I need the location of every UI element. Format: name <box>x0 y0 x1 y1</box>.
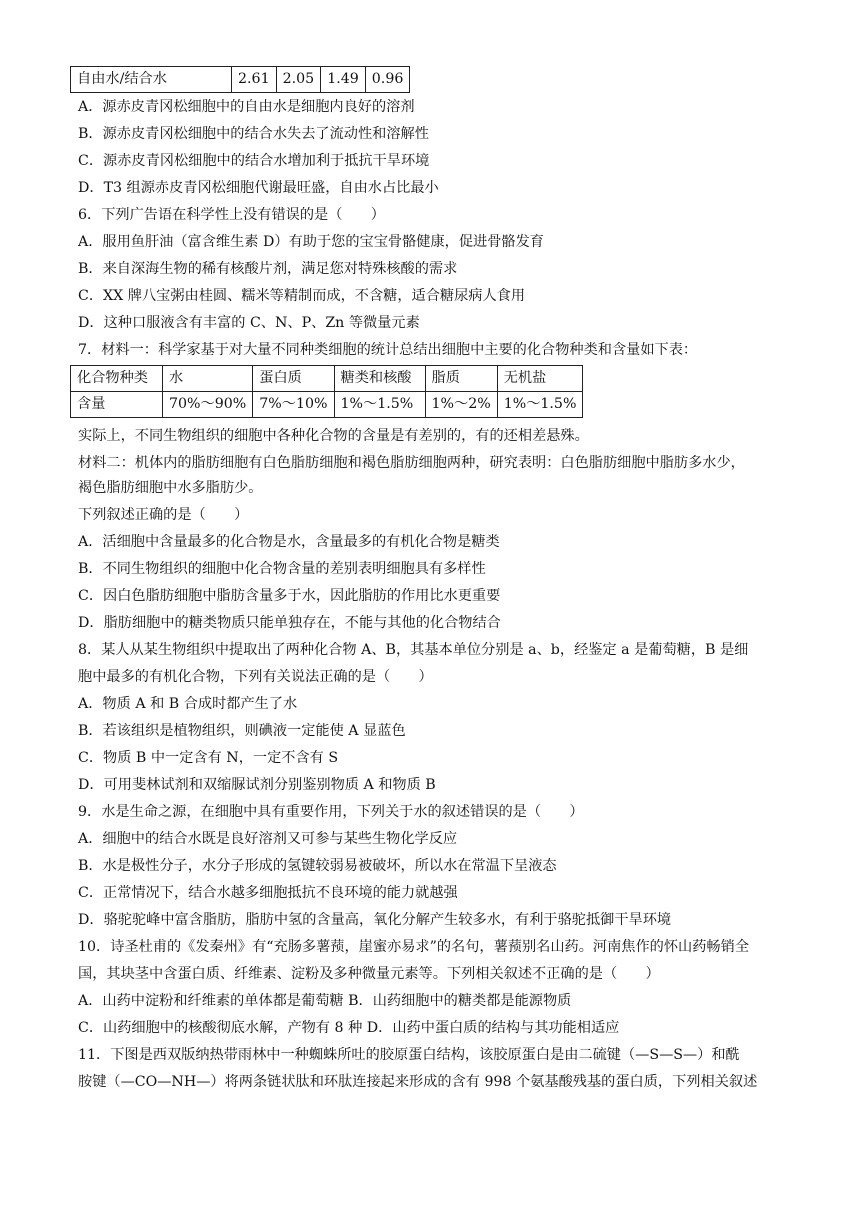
q8-stem-line2: 胞中最多的有机化合物，下列有关说法正确的是（ ） <box>78 669 433 685</box>
compound-content-table <box>70 365 583 418</box>
q9-option-b: B．水是极性分子，水分子形成的氢键较弱易被破坏，所以水在常温下呈液态 <box>78 858 557 874</box>
q7-stem: 7．材料一：科学家基于对大量不同种类细胞的统计总结出细胞中主要的化合物种类和含量如下表： <box>78 342 698 358</box>
table-cell: 7%～10% <box>253 392 334 418</box>
table-header-cell: 水 <box>163 366 253 392</box>
q11-stem-line1: 11．下图是西双版纳热带雨林中一种蜘蛛所吐的胶原蛋白结构，该胶原蛋白是由二硫键（—S—S—）和酰 <box>78 1047 740 1063</box>
table-row <box>71 392 583 418</box>
table-row <box>71 366 583 392</box>
q8-option-c: C．物质 B 中一定含有 N，一定不含有 S <box>78 750 339 766</box>
table-header-cell: 糖类和核酸 <box>334 366 425 392</box>
q9-option-c: C．正常情况下，结合水越多细胞抵抗不良环境的能力就越强 <box>78 885 458 901</box>
q8-option-d: D．可用斐林试剂和双缩脲试剂分别鉴别物质 A 和物质 B <box>78 777 436 793</box>
q9-option-a: A．细胞中的结合水既是良好溶剂又可参与某些生物化学反应 <box>78 831 458 847</box>
q6-option-b: B．来自深海生物的稀有核酸片剂，满足您对特殊核酸的需求 <box>78 261 458 277</box>
table-header-cell: 蛋白质 <box>253 366 334 392</box>
q5-option-d: D．T3 组源赤皮青冈松细胞代谢最旺盛，自由水占比最小 <box>78 180 439 196</box>
q7-material-one-note: 实际上，不同生物组织的细胞中各种化合物的含量是有差别的，有的还相差悬殊。 <box>78 428 589 444</box>
q9-stem: 9．水是生命之源，在细胞中具有重要作用，下列关于水的叙述错误的是（ ） <box>78 804 584 820</box>
table-cell: 1%～1.5% <box>334 392 425 418</box>
table-header-cell: 化合物种类 <box>71 366 163 392</box>
q6-option-a: A．服用鱼肝油（富含维生素 D）有助于您的宝宝骨骼健康，促进骨骼发育 <box>78 234 544 250</box>
table-cell: 0.96 <box>365 67 410 93</box>
q10-stem-line2: 国，其块茎中含蛋白质、纤维素、淀粉及多种微量元素等。下列相关叙述不正确的是（ ） <box>78 966 660 982</box>
table-cell: 1%～1.5% <box>497 392 583 418</box>
q5-option-c: C．源赤皮青冈松细胞中的结合水增加利于抵抗干旱环境 <box>78 153 430 169</box>
q5-option-a: A．源赤皮青冈松细胞中的自由水是细胞内良好的溶剂 <box>78 99 415 115</box>
q10-options-cd: C．山药细胞中的核酸彻底水解，产物有 8 种 D．山药中蛋白质的结构与其功能相适应 <box>78 1020 620 1036</box>
q8-option-b: B．若该组织是植物组织，则碘液一定能使 A 显蓝色 <box>78 723 406 739</box>
q7-option-b: B．不同生物组织的细胞中化合物含量的差别表明细胞具有多样性 <box>78 561 486 577</box>
q7-ask: 下列叙述正确的是（ ） <box>78 507 249 523</box>
table-cell: 2.05 <box>276 67 321 93</box>
q7-option-c: C．因白色脂肪细胞中脂肪含量多于水，因此脂肪的作用比水更重要 <box>78 588 501 604</box>
q7-option-a: A．活细胞中含量最多的化合物是水，含量最多的有机化合物是糖类 <box>78 534 500 550</box>
q6-option-d: D．这种口服液含有丰富的 C、N、P、Zn 等微量元素 <box>78 315 420 331</box>
table-cell: 1.49 <box>321 67 366 93</box>
table-cell: 含量 <box>71 392 163 418</box>
q11-stem-line2: 胺键（—CO—NH—）将两条链状肽和环肽连接起来形成的含有 998 个氨基酸残基的蛋白质，下列相关叙述 <box>78 1074 758 1090</box>
q7-material-two-line1: 材料二：机体内的脂肪细胞有白色脂肪细胞和褐色脂肪细胞两种，研究表明：白色脂肪细胞中脂肪多水少， <box>78 455 745 471</box>
q10-stem-line1: 10．诗圣杜甫的《发秦州》有“充肠多薯蓣，崖蜜亦易求”的名句，薯蓣别名山药。河南焦作的怀山药畅销全 <box>78 939 750 955</box>
table-cell: 70%～90% <box>163 392 253 418</box>
q7-material-two-line2: 褐色脂肪细胞中水多脂肪少。 <box>78 480 263 496</box>
table-cell: 1%～2% <box>425 392 497 418</box>
q7-option-d: D．脂肪细胞中的糖类物质只能单独存在，不能与其他的化合物结合 <box>78 615 501 631</box>
table-header-cell: 无机盐 <box>497 366 583 392</box>
q10-options-ab: A．山药中淀粉和纤维素的单体都是葡萄糖 B．山药细胞中的糖类都是能源物质 <box>78 993 572 1009</box>
q8-stem-line1: 8．某人从某生物组织中提取出了两种化合物 A、B，其基本单位分别是 a、b，经鉴定 a 是葡萄糖，B 是细 <box>78 642 749 658</box>
q8-option-a: A．物质 A 和 B 合成时都产生了水 <box>78 696 298 712</box>
table-cell-label: 自由水/结合水 <box>71 67 232 93</box>
q9-option-d: D．骆驼驼峰中富含脂肪，脂肪中氢的含量高，氧化分解产生较多水，有利于骆驼抵御干旱环境 <box>78 912 672 928</box>
table-cell: 2.61 <box>232 67 277 93</box>
q6-stem: 6．下列广告语在科学性上没有错误的是（ ） <box>78 207 385 223</box>
table-header-cell: 脂质 <box>425 366 497 392</box>
q5-option-b: B．源赤皮青冈松细胞中的结合水失去了流动性和溶解性 <box>78 126 429 142</box>
q6-option-c: C．XX 牌八宝粥由桂圆、糯米等精制而成，不含糖，适合糖尿病人食用 <box>78 288 526 304</box>
water-ratio-table <box>70 66 410 93</box>
table-row <box>71 67 410 93</box>
